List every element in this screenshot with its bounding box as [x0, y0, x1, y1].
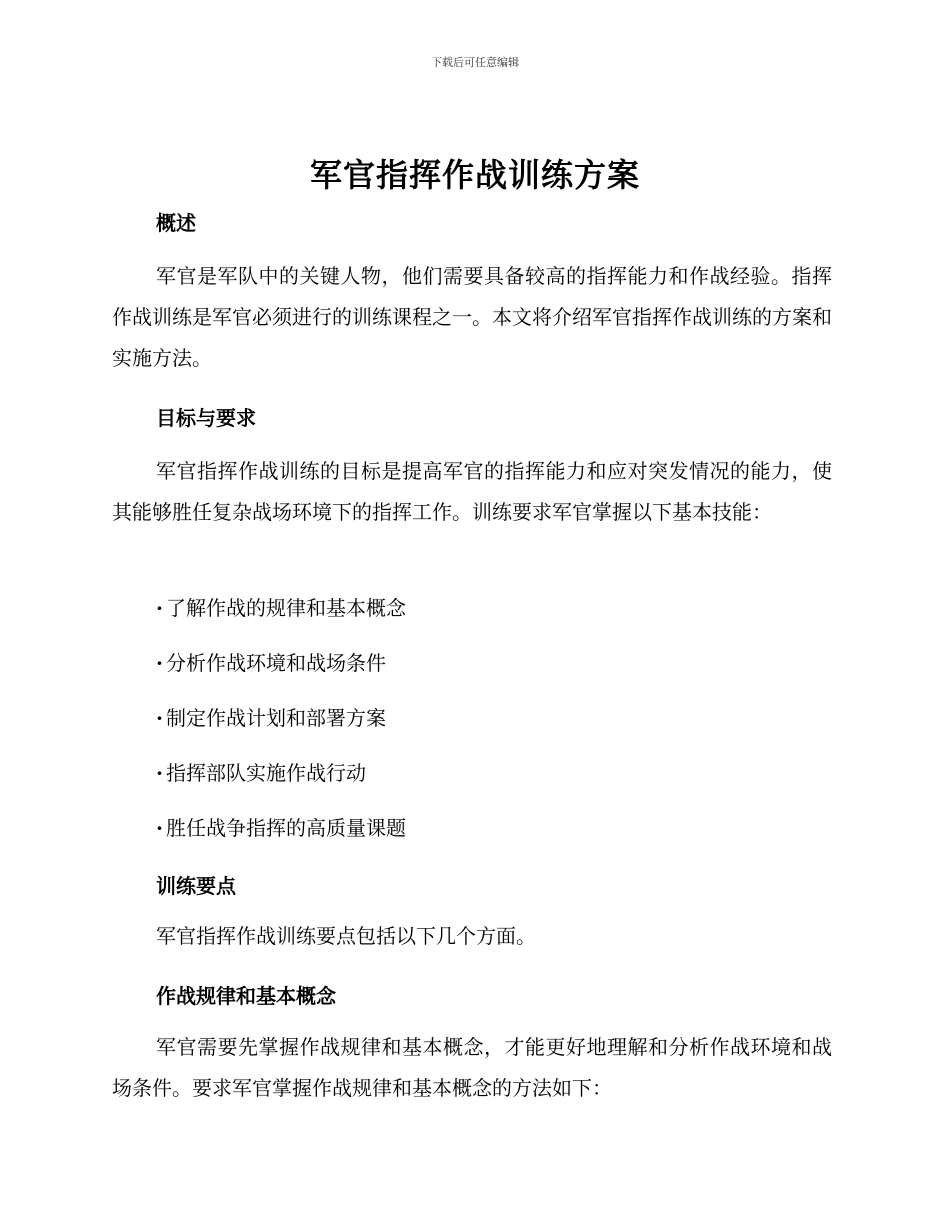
document-title: 军官指挥作战训练方案 — [309, 156, 640, 194]
list-item — [156, 755, 406, 810]
bullet-icon: · — [156, 706, 163, 730]
skills-list — [156, 590, 406, 865]
list-item — [156, 810, 406, 865]
header-note: 下载后可任意编辑 — [431, 56, 519, 69]
heading-goals: 目标与要求 — [156, 406, 256, 430]
bullet-icon: · — [156, 761, 163, 785]
list-item-text: 制定作战计划和部署方案 — [166, 706, 386, 730]
heading-rules: 作战规律和基本概念 — [156, 984, 336, 1008]
list-item — [156, 645, 406, 700]
paragraph-overview: 军官是军队中的关键人物，他们需要具备较高的指挥能力和作战经验。指挥作战训练是军官必须进行的训练课程之一。本文将介绍军官指挥作战训练的方案和实施方法。 — [112, 264, 832, 370]
bullet-icon: · — [156, 816, 163, 840]
list-item — [156, 700, 406, 755]
heading-overview: 概述 — [156, 211, 196, 235]
list-item — [156, 590, 406, 645]
bullet-icon: · — [156, 651, 163, 675]
list-item-text: 分析作战环境和战场条件 — [166, 651, 386, 675]
paragraph-rules: 军官需要先掌握作战规律和基本概念，才能更好地理解和分析作战环境和战场条件。要求军官掌握作战规律和基本概念的方法如下： — [112, 1035, 832, 1100]
paragraph-key-points: 军官指挥作战训练要点包括以下几个方面。 — [156, 924, 536, 948]
paragraph-goals: 军官指挥作战训练的目标是提高军官的指挥能力和应对突发情况的能力，使其能够胜任复杂战场环境下的指挥工作。训练要求军官掌握以下基本技能： — [112, 459, 832, 524]
heading-key-points: 训练要点 — [156, 874, 236, 898]
list-item-text: 了解作战的规律和基本概念 — [166, 596, 406, 620]
list-item-text: 指挥部队实施作战行动 — [166, 761, 366, 785]
list-item-text: 胜任战争指挥的高质量课题 — [166, 816, 406, 840]
bullet-icon: · — [156, 596, 163, 620]
